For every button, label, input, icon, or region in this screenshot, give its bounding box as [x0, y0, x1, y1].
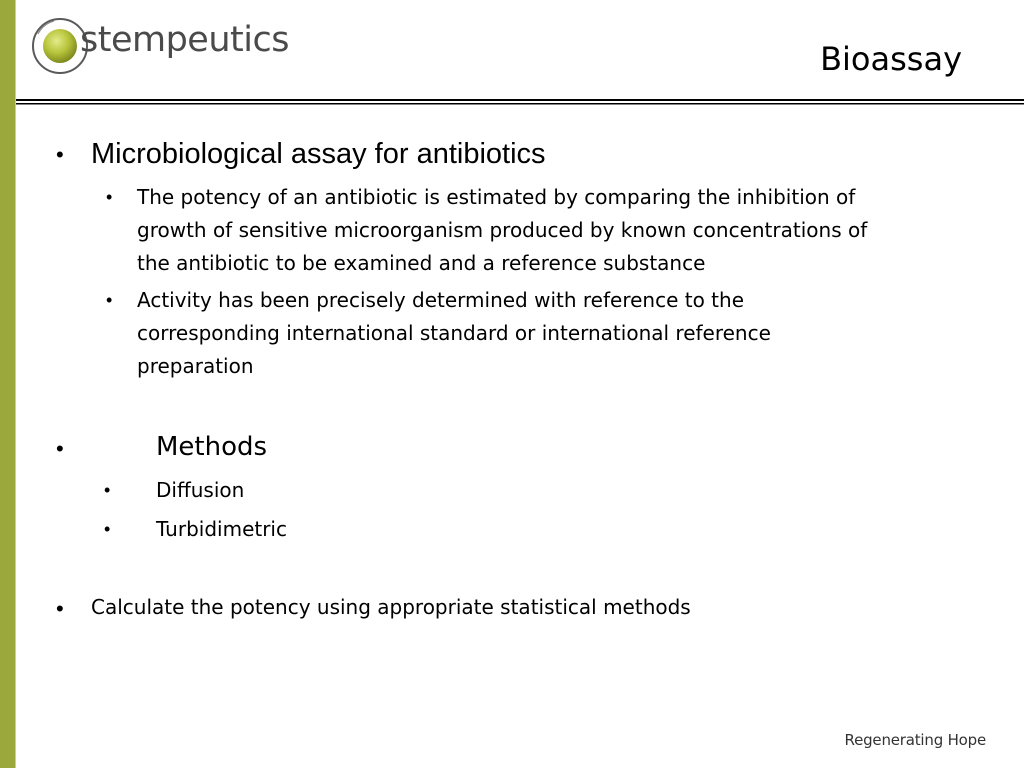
- sub-bullet-potency-line1: The potency of an antibiotic is estimated by comparing the inhibition of: [137, 185, 856, 209]
- sub-bullet-potency-line2: growth of sensitive microorganism produced by known concentrations of: [137, 218, 868, 242]
- sub-bullet-diffusion: Diffusion: [156, 478, 245, 502]
- bullet-microbiological-assay: Microbiological assay for antibiotics: [91, 138, 546, 170]
- sub-bullet-glyph: •: [104, 519, 111, 539]
- sub-bullet-activity-line1: Activity has been precisely determined with reference to the: [137, 288, 745, 312]
- logo-wordmark: stempeutics: [80, 20, 289, 60]
- footer-tagline: Regenerating Hope: [844, 731, 986, 749]
- sub-bullet-activity-line2: corresponding international standard or international reference: [137, 321, 771, 345]
- bullet-glyph: •: [56, 436, 64, 461]
- sub-bullet-glyph: •: [106, 290, 113, 310]
- sub-bullet-potency-line3: the antibiotic to be examined and a reference substance: [137, 251, 706, 275]
- sub-bullet-glyph: •: [106, 187, 113, 207]
- bullet-glyph: •: [56, 142, 64, 167]
- bullet-glyph: •: [56, 596, 64, 621]
- sub-bullet-turbidimetric: Turbidimetric: [156, 517, 287, 541]
- bullet-calculate-potency: Calculate the potency using appropriate statistical methods: [91, 595, 691, 619]
- bullet-methods: Methods: [156, 432, 268, 462]
- sub-bullet-activity-line3: preparation: [137, 354, 254, 378]
- sub-bullet-glyph: •: [104, 480, 111, 500]
- slide-title: Bioassay: [820, 40, 962, 78]
